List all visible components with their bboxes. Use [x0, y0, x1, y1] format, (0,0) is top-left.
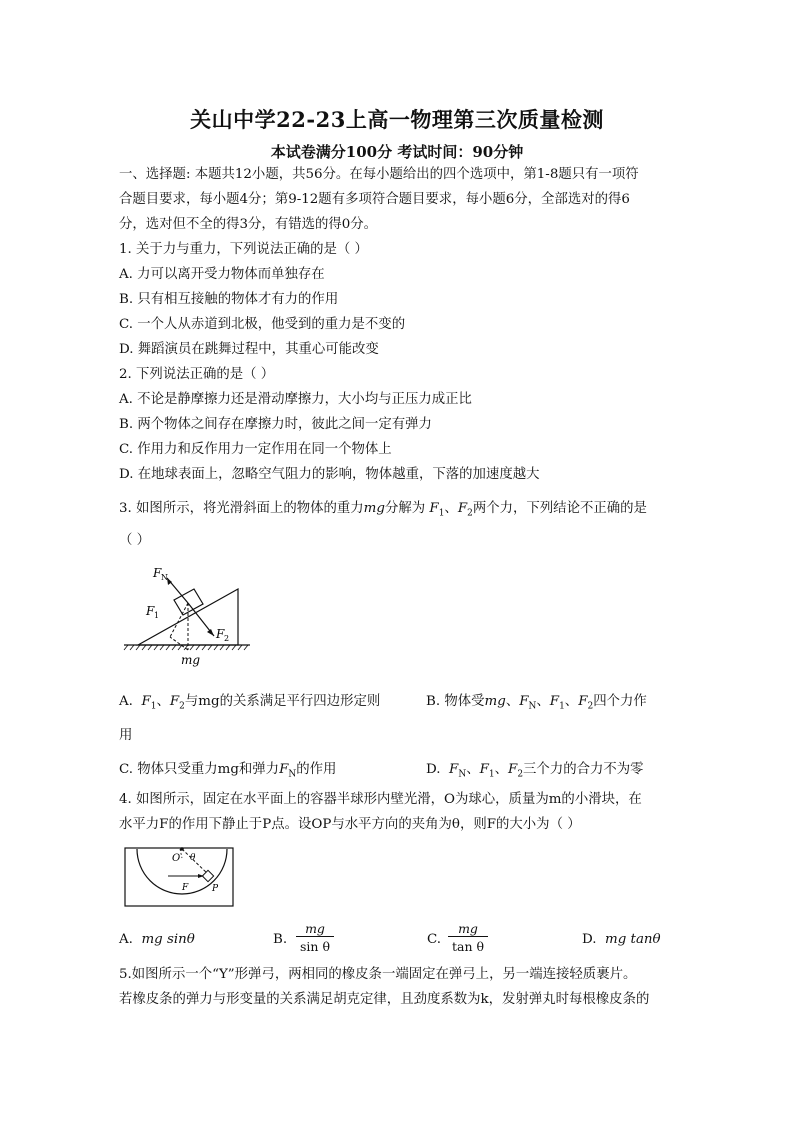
q3-answer-paren: （ ）	[119, 533, 151, 548]
q3-option-c: C. 物体只受重力mg和弹力$F_N$的作用	[119, 762, 337, 780]
page-title: 关山中学22-23上高一物理第三次质量检测	[190, 107, 604, 132]
fn-sub-label: N	[161, 573, 168, 582]
o-label: O	[172, 853, 181, 864]
p-label: P	[212, 884, 219, 894]
mg-label: mg	[181, 653, 201, 667]
instructions-line-2: 合题目要求，每小题4分；第9-12题有多项符合题目要求，每小题6分，全部选对的得6	[119, 192, 630, 207]
hemisphere-diagram	[120, 846, 238, 910]
q4-stem-line-2: 水平力F的作用下静止于P点。设OP与水平方向的夹角为θ，则F的大小为（ ）	[119, 817, 581, 832]
q4-stem-line-1: 4. 如图所示，固定在水平面上的容器半球形内壁光滑，O为球心，质量为m的小滑块，在	[119, 792, 642, 807]
f-label: F	[182, 883, 189, 893]
q4-option-a: A. mg sinθ	[119, 932, 195, 947]
q2-option-d: D. 在地球表面上，忽略空气阻力的影响，物体越重，下落的加速度越大	[119, 467, 540, 482]
fn-label: F	[153, 566, 162, 580]
q4-option-d: D. mg tanθ	[582, 932, 661, 947]
q2-option-c: C. 作用力和反作用力一定作用在同一个物体上	[119, 442, 392, 457]
instructions-line-1: 一、选择题: 本题共12小题，共56分。在每小题给出的四个选项中，第1-8题只有一项符	[119, 167, 639, 182]
q4-option-b-label: B.	[273, 932, 288, 947]
q3-option-b: B. 物体受mg、$F_N$、$F_1$、$F_2$四个力作	[426, 694, 647, 712]
q1-stem: 1. 关于力与重力，下列说法正确的是（ ）	[119, 242, 368, 257]
instructions-line-3: 分，选对但不全的得3分，有错选的得0分。	[119, 217, 378, 232]
q2-option-b: B. 两个物体之间存在摩擦力时，彼此之间一定有弹力	[119, 417, 432, 432]
q1-option-a: A. 力可以离开受力物体而单独存在	[119, 267, 325, 282]
q3-option-a-wrap: 用	[119, 728, 133, 743]
q3-option-a: A. $F_1$、$F_2$与mg的关系满足平行四边形定则	[119, 694, 381, 712]
f2-sub-label: 2	[224, 634, 230, 643]
f2-label: F	[216, 627, 225, 641]
q2-option-a: A. 不论是静摩擦力还是滑动摩擦力，大小均与正压力成正比	[119, 392, 472, 407]
q4-option-b-fraction: $\frac{mg}{\text{sin θ}}$	[296, 921, 334, 954]
q3-stem: 3. 如图所示，将光滑斜面上的物体的重力mg分解为 $F_1$、$F_2$两个力，下列结论不正确的是	[119, 501, 647, 519]
q2-stem: 2. 下列说法正确的是（ ）	[119, 367, 275, 382]
q4-option-c-fraction: $\frac{mg}{\text{tan θ}}$	[448, 921, 488, 954]
f1-sub-label: 1	[154, 611, 160, 620]
q1-option-c: C. 一个人从赤道到北极，他受到的重力是不变的	[119, 317, 406, 332]
q5-stem-line-1: 5.如图所示一个“Y”形弹弓，两相同的橡皮条一端固定在弹弓上，另一端连接轻质裹片。	[119, 967, 637, 982]
f1-label: F	[146, 604, 155, 618]
q5-stem-line-2: 若橡皮条的弹力与形变量的关系满足胡克定律，且劲度系数为k，发射弹丸时每根橡皮条的	[119, 992, 650, 1007]
q4-option-c-label: C.	[427, 932, 442, 947]
q3-option-d: D. $F_N$、$F_1$、$F_2$三个力的合力不为零	[426, 762, 644, 780]
q1-option-d: D. 舞蹈演员在跳舞过程中，其重心可能改变	[119, 342, 379, 357]
incline-diagram	[118, 558, 258, 670]
exam-info: 本试卷满分100分 考试时间：90分钟	[270, 143, 524, 161]
q1-option-b: B. 只有相互接触的物体才有力的作用	[119, 292, 339, 307]
theta-label: θ	[190, 853, 196, 863]
